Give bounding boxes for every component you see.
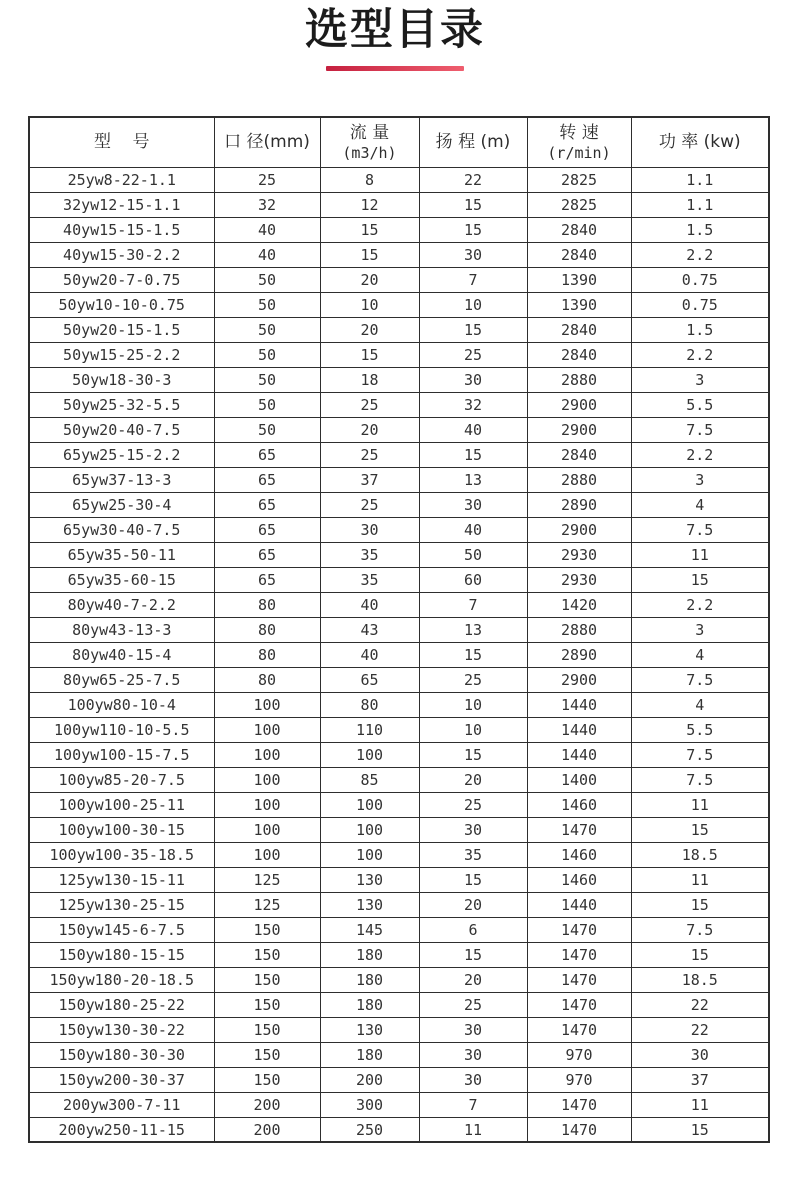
cell-diameter: 32 (214, 192, 320, 217)
table-row (29, 1067, 769, 1092)
cell-flow: 35 (320, 542, 419, 567)
table-row (29, 542, 769, 567)
cell-diameter: 40 (214, 217, 320, 242)
cell-head: 7 (419, 592, 527, 617)
cell-model: 125yw130-15-11 (29, 867, 214, 892)
table-row (29, 517, 769, 542)
table-row (29, 1042, 769, 1067)
cell-diameter: 125 (214, 892, 320, 917)
cell-diameter: 200 (214, 1117, 320, 1142)
cell-power: 4 (631, 692, 769, 717)
table-row (29, 417, 769, 442)
cell-speed: 2900 (527, 417, 631, 442)
cell-speed: 2930 (527, 542, 631, 567)
cell-power: 30 (631, 1042, 769, 1067)
cell-speed: 2890 (527, 642, 631, 667)
cell-flow: 65 (320, 667, 419, 692)
cell-diameter: 100 (214, 767, 320, 792)
cell-flow: 180 (320, 1042, 419, 1067)
cell-flow: 100 (320, 842, 419, 867)
cell-model: 150yw145-6-7.5 (29, 917, 214, 942)
table-body (29, 167, 769, 1142)
cell-model: 200yw300-7-11 (29, 1092, 214, 1117)
cell-power: 7.5 (631, 517, 769, 542)
cell-model: 80yw40-7-2.2 (29, 592, 214, 617)
cell-power: 15 (631, 817, 769, 842)
cell-speed: 1400 (527, 767, 631, 792)
title-divider (326, 66, 464, 71)
table-row (29, 817, 769, 842)
cell-diameter: 100 (214, 792, 320, 817)
cell-power: 15 (631, 567, 769, 592)
cell-head: 20 (419, 767, 527, 792)
cell-speed: 2840 (527, 317, 631, 342)
cell-flow: 40 (320, 592, 419, 617)
cell-speed: 1440 (527, 742, 631, 767)
cell-speed: 1470 (527, 917, 631, 942)
cell-diameter: 50 (214, 392, 320, 417)
cell-power: 3 (631, 467, 769, 492)
table-row (29, 642, 769, 667)
cell-flow: 130 (320, 892, 419, 917)
cell-model: 40yw15-15-1.5 (29, 217, 214, 242)
cell-power: 5.5 (631, 717, 769, 742)
cell-speed: 1470 (527, 967, 631, 992)
column-sublabel: (m3/h) (342, 143, 397, 162)
column-sublabel: (r/min) (547, 143, 611, 162)
cell-speed: 1470 (527, 817, 631, 842)
table-row (29, 442, 769, 467)
cell-head: 10 (419, 292, 527, 317)
cell-model: 150yw200-30-37 (29, 1067, 214, 1092)
table-row (29, 567, 769, 592)
catalog-table-wrap (28, 116, 768, 1143)
cell-diameter: 50 (214, 417, 320, 442)
cell-model: 65yw37-13-3 (29, 467, 214, 492)
table-row (29, 992, 769, 1017)
cell-model: 50yw15-25-2.2 (29, 342, 214, 367)
cell-power: 11 (631, 792, 769, 817)
table-row (29, 367, 769, 392)
cell-power: 7.5 (631, 742, 769, 767)
cell-flow: 35 (320, 567, 419, 592)
cell-flow: 25 (320, 492, 419, 517)
cell-flow: 25 (320, 442, 419, 467)
table-row (29, 1117, 769, 1142)
cell-speed: 1440 (527, 717, 631, 742)
table-row (29, 467, 769, 492)
cell-speed: 1460 (527, 792, 631, 817)
cell-head: 30 (419, 1042, 527, 1067)
cell-flow: 20 (320, 267, 419, 292)
table-row (29, 767, 769, 792)
table-row (29, 667, 769, 692)
column-label: 扬 程 (m) (435, 132, 511, 153)
cell-model: 100yw100-15-7.5 (29, 742, 214, 767)
cell-power: 15 (631, 892, 769, 917)
cell-speed: 2840 (527, 217, 631, 242)
table-row (29, 317, 769, 342)
cell-model: 100yw85-20-7.5 (29, 767, 214, 792)
cell-diameter: 80 (214, 592, 320, 617)
cell-power: 3 (631, 367, 769, 392)
cell-head: 32 (419, 392, 527, 417)
cell-head: 10 (419, 692, 527, 717)
cell-model: 80yw40-15-4 (29, 642, 214, 667)
cell-head: 15 (419, 867, 527, 892)
column-label: 流 量 (349, 122, 390, 143)
cell-power: 7.5 (631, 417, 769, 442)
cell-diameter: 50 (214, 342, 320, 367)
cell-speed: 2900 (527, 517, 631, 542)
table-row (29, 717, 769, 742)
cell-power: 18.5 (631, 842, 769, 867)
cell-power: 2.2 (631, 442, 769, 467)
cell-model: 65yw35-50-11 (29, 542, 214, 567)
cell-flow: 180 (320, 992, 419, 1017)
table-row (29, 867, 769, 892)
cell-power: 4 (631, 492, 769, 517)
cell-model: 100yw100-35-18.5 (29, 842, 214, 867)
cell-head: 40 (419, 517, 527, 542)
cell-head: 40 (419, 417, 527, 442)
cell-power: 1.1 (631, 192, 769, 217)
cell-head: 25 (419, 992, 527, 1017)
cell-speed: 1390 (527, 292, 631, 317)
column-header-model (29, 117, 214, 167)
cell-flow: 80 (320, 692, 419, 717)
cell-speed: 1470 (527, 992, 631, 1017)
cell-diameter: 80 (214, 642, 320, 667)
cell-head: 30 (419, 242, 527, 267)
cell-model: 65yw25-30-4 (29, 492, 214, 517)
cell-power: 18.5 (631, 967, 769, 992)
cell-power: 15 (631, 942, 769, 967)
cell-flow: 18 (320, 367, 419, 392)
cell-speed: 2840 (527, 442, 631, 467)
cell-flow: 25 (320, 392, 419, 417)
cell-diameter: 150 (214, 967, 320, 992)
table-row (29, 617, 769, 642)
cell-model: 32yw12-15-1.1 (29, 192, 214, 217)
cell-head: 30 (419, 367, 527, 392)
table-row (29, 742, 769, 767)
cell-power: 3 (631, 617, 769, 642)
table-row (29, 892, 769, 917)
cell-diameter: 65 (214, 492, 320, 517)
cell-speed: 2840 (527, 342, 631, 367)
cell-speed: 1390 (527, 267, 631, 292)
cell-power: 0.75 (631, 292, 769, 317)
cell-power: 1.1 (631, 167, 769, 192)
cell-diameter: 150 (214, 992, 320, 1017)
cell-power: 5.5 (631, 392, 769, 417)
cell-power: 15 (631, 1117, 769, 1142)
cell-diameter: 50 (214, 292, 320, 317)
cell-flow: 300 (320, 1092, 419, 1117)
cell-power: 0.75 (631, 267, 769, 292)
cell-diameter: 65 (214, 442, 320, 467)
cell-flow: 30 (320, 517, 419, 542)
cell-flow: 100 (320, 792, 419, 817)
column-header-power (631, 117, 769, 167)
cell-head: 13 (419, 467, 527, 492)
cell-diameter: 100 (214, 742, 320, 767)
cell-model: 65yw30-40-7.5 (29, 517, 214, 542)
cell-diameter: 80 (214, 617, 320, 642)
cell-diameter: 150 (214, 917, 320, 942)
cell-diameter: 40 (214, 242, 320, 267)
cell-speed: 1440 (527, 892, 631, 917)
column-header-head (419, 117, 527, 167)
cell-speed: 2900 (527, 392, 631, 417)
cell-speed: 1420 (527, 592, 631, 617)
cell-flow: 130 (320, 1017, 419, 1042)
cell-head: 15 (419, 217, 527, 242)
cell-speed: 2880 (527, 367, 631, 392)
cell-flow: 100 (320, 742, 419, 767)
cell-model: 50yw20-7-0.75 (29, 267, 214, 292)
cell-power: 1.5 (631, 217, 769, 242)
column-label: 型 号 (93, 132, 150, 153)
page-title: 选型目录 (305, 5, 485, 55)
cell-head: 15 (419, 442, 527, 467)
table-row (29, 167, 769, 192)
cell-head: 15 (419, 192, 527, 217)
cell-diameter: 100 (214, 692, 320, 717)
cell-flow: 110 (320, 717, 419, 742)
cell-head: 15 (419, 317, 527, 342)
cell-head: 35 (419, 842, 527, 867)
table-row (29, 592, 769, 617)
cell-speed: 1440 (527, 692, 631, 717)
cell-head: 50 (419, 542, 527, 567)
cell-speed: 970 (527, 1042, 631, 1067)
cell-speed: 2880 (527, 467, 631, 492)
cell-speed: 2825 (527, 167, 631, 192)
cell-model: 80yw65-25-7.5 (29, 667, 214, 692)
cell-head: 60 (419, 567, 527, 592)
cell-speed: 2900 (527, 667, 631, 692)
cell-speed: 2890 (527, 492, 631, 517)
cell-power: 7.5 (631, 767, 769, 792)
cell-flow: 20 (320, 417, 419, 442)
cell-power: 2.2 (631, 242, 769, 267)
cell-speed: 2930 (527, 567, 631, 592)
cell-head: 25 (419, 792, 527, 817)
cell-head: 25 (419, 667, 527, 692)
cell-power: 1.5 (631, 317, 769, 342)
cell-power: 2.2 (631, 342, 769, 367)
table-row (29, 242, 769, 267)
cell-power: 7.5 (631, 917, 769, 942)
table-row (29, 217, 769, 242)
cell-head: 6 (419, 917, 527, 942)
cell-speed: 1470 (527, 942, 631, 967)
cell-flow: 15 (320, 242, 419, 267)
cell-model: 50yw25-32-5.5 (29, 392, 214, 417)
column-label: 功 率 (kw) (658, 132, 741, 153)
cell-diameter: 150 (214, 1017, 320, 1042)
cell-flow: 130 (320, 867, 419, 892)
cell-model: 50yw20-40-7.5 (29, 417, 214, 442)
cell-head: 30 (419, 1017, 527, 1042)
table-row (29, 1017, 769, 1042)
column-header-speed (527, 117, 631, 167)
cell-model: 100yw80-10-4 (29, 692, 214, 717)
cell-head: 20 (419, 892, 527, 917)
cell-model: 125yw130-25-15 (29, 892, 214, 917)
cell-flow: 10 (320, 292, 419, 317)
cell-flow: 43 (320, 617, 419, 642)
cell-flow: 85 (320, 767, 419, 792)
cell-head: 11 (419, 1117, 527, 1142)
cell-power: 2.2 (631, 592, 769, 617)
cell-model: 40yw15-30-2.2 (29, 242, 214, 267)
table-row (29, 492, 769, 517)
cell-model: 25yw8-22-1.1 (29, 167, 214, 192)
cell-speed: 970 (527, 1067, 631, 1092)
cell-flow: 37 (320, 467, 419, 492)
cell-head: 30 (419, 817, 527, 842)
cell-speed: 2825 (527, 192, 631, 217)
cell-diameter: 65 (214, 542, 320, 567)
cell-head: 13 (419, 617, 527, 642)
cell-head: 7 (419, 267, 527, 292)
cell-flow: 180 (320, 942, 419, 967)
cell-speed: 1470 (527, 1017, 631, 1042)
cell-power: 4 (631, 642, 769, 667)
cell-flow: 20 (320, 317, 419, 342)
pump-selection-table (28, 116, 770, 1143)
cell-model: 65yw25-15-2.2 (29, 442, 214, 467)
table-row (29, 192, 769, 217)
table-header-row (29, 117, 769, 167)
cell-diameter: 65 (214, 517, 320, 542)
cell-head: 25 (419, 342, 527, 367)
table-row (29, 267, 769, 292)
cell-power: 7.5 (631, 667, 769, 692)
cell-speed: 1470 (527, 1092, 631, 1117)
cell-flow: 145 (320, 917, 419, 942)
table-row (29, 942, 769, 967)
cell-diameter: 200 (214, 1092, 320, 1117)
cell-power: 11 (631, 1092, 769, 1117)
cell-flow: 250 (320, 1117, 419, 1142)
cell-model: 100yw100-25-11 (29, 792, 214, 817)
cell-diameter: 100 (214, 717, 320, 742)
cell-diameter: 50 (214, 317, 320, 342)
cell-model: 50yw20-15-1.5 (29, 317, 214, 342)
cell-model: 65yw35-60-15 (29, 567, 214, 592)
cell-head: 10 (419, 717, 527, 742)
cell-flow: 100 (320, 817, 419, 842)
cell-speed: 1460 (527, 867, 631, 892)
cell-diameter: 80 (214, 667, 320, 692)
cell-power: 37 (631, 1067, 769, 1092)
cell-head: 30 (419, 492, 527, 517)
cell-power: 22 (631, 992, 769, 1017)
cell-diameter: 65 (214, 467, 320, 492)
column-header-diameter (214, 117, 320, 167)
cell-flow: 15 (320, 342, 419, 367)
cell-diameter: 65 (214, 567, 320, 592)
cell-diameter: 100 (214, 817, 320, 842)
cell-diameter: 125 (214, 867, 320, 892)
cell-diameter: 100 (214, 842, 320, 867)
cell-diameter: 150 (214, 1042, 320, 1067)
cell-head: 15 (419, 942, 527, 967)
cell-head: 20 (419, 967, 527, 992)
cell-head: 30 (419, 1067, 527, 1092)
cell-power: 11 (631, 867, 769, 892)
cell-speed: 2840 (527, 242, 631, 267)
column-header-flow (320, 117, 419, 167)
cell-flow: 200 (320, 1067, 419, 1092)
cell-model: 50yw10-10-0.75 (29, 292, 214, 317)
cell-diameter: 150 (214, 942, 320, 967)
table-row (29, 342, 769, 367)
cell-model: 50yw18-30-3 (29, 367, 214, 392)
cell-flow: 8 (320, 167, 419, 192)
table-row (29, 967, 769, 992)
cell-diameter: 50 (214, 267, 320, 292)
cell-model: 100yw110-10-5.5 (29, 717, 214, 742)
cell-flow: 40 (320, 642, 419, 667)
cell-power: 11 (631, 542, 769, 567)
cell-speed: 1460 (527, 842, 631, 867)
column-label: 转 速 (559, 122, 599, 143)
cell-speed: 1470 (527, 1117, 631, 1142)
table-row (29, 392, 769, 417)
table-row (29, 292, 769, 317)
cell-head: 22 (419, 167, 527, 192)
table-row (29, 692, 769, 717)
cell-model: 100yw100-30-15 (29, 817, 214, 842)
table-row (29, 792, 769, 817)
cell-diameter: 50 (214, 367, 320, 392)
cell-head: 7 (419, 1092, 527, 1117)
column-label: 口 径(mm) (224, 132, 310, 153)
cell-model: 150yw130-30-22 (29, 1017, 214, 1042)
cell-model: 150yw180-30-30 (29, 1042, 214, 1067)
cell-head: 15 (419, 642, 527, 667)
table-row (29, 917, 769, 942)
cell-flow: 12 (320, 192, 419, 217)
cell-model: 150yw180-20-18.5 (29, 967, 214, 992)
cell-model: 80yw43-13-3 (29, 617, 214, 642)
cell-head: 15 (419, 742, 527, 767)
cell-flow: 180 (320, 967, 419, 992)
cell-model: 200yw250-11-15 (29, 1117, 214, 1142)
cell-speed: 2880 (527, 617, 631, 642)
table-row (29, 1092, 769, 1117)
cell-power: 22 (631, 1017, 769, 1042)
cell-flow: 15 (320, 217, 419, 242)
cell-diameter: 25 (214, 167, 320, 192)
cell-model: 150yw180-15-15 (29, 942, 214, 967)
cell-model: 150yw180-25-22 (29, 992, 214, 1017)
table-row (29, 842, 769, 867)
cell-diameter: 150 (214, 1067, 320, 1092)
